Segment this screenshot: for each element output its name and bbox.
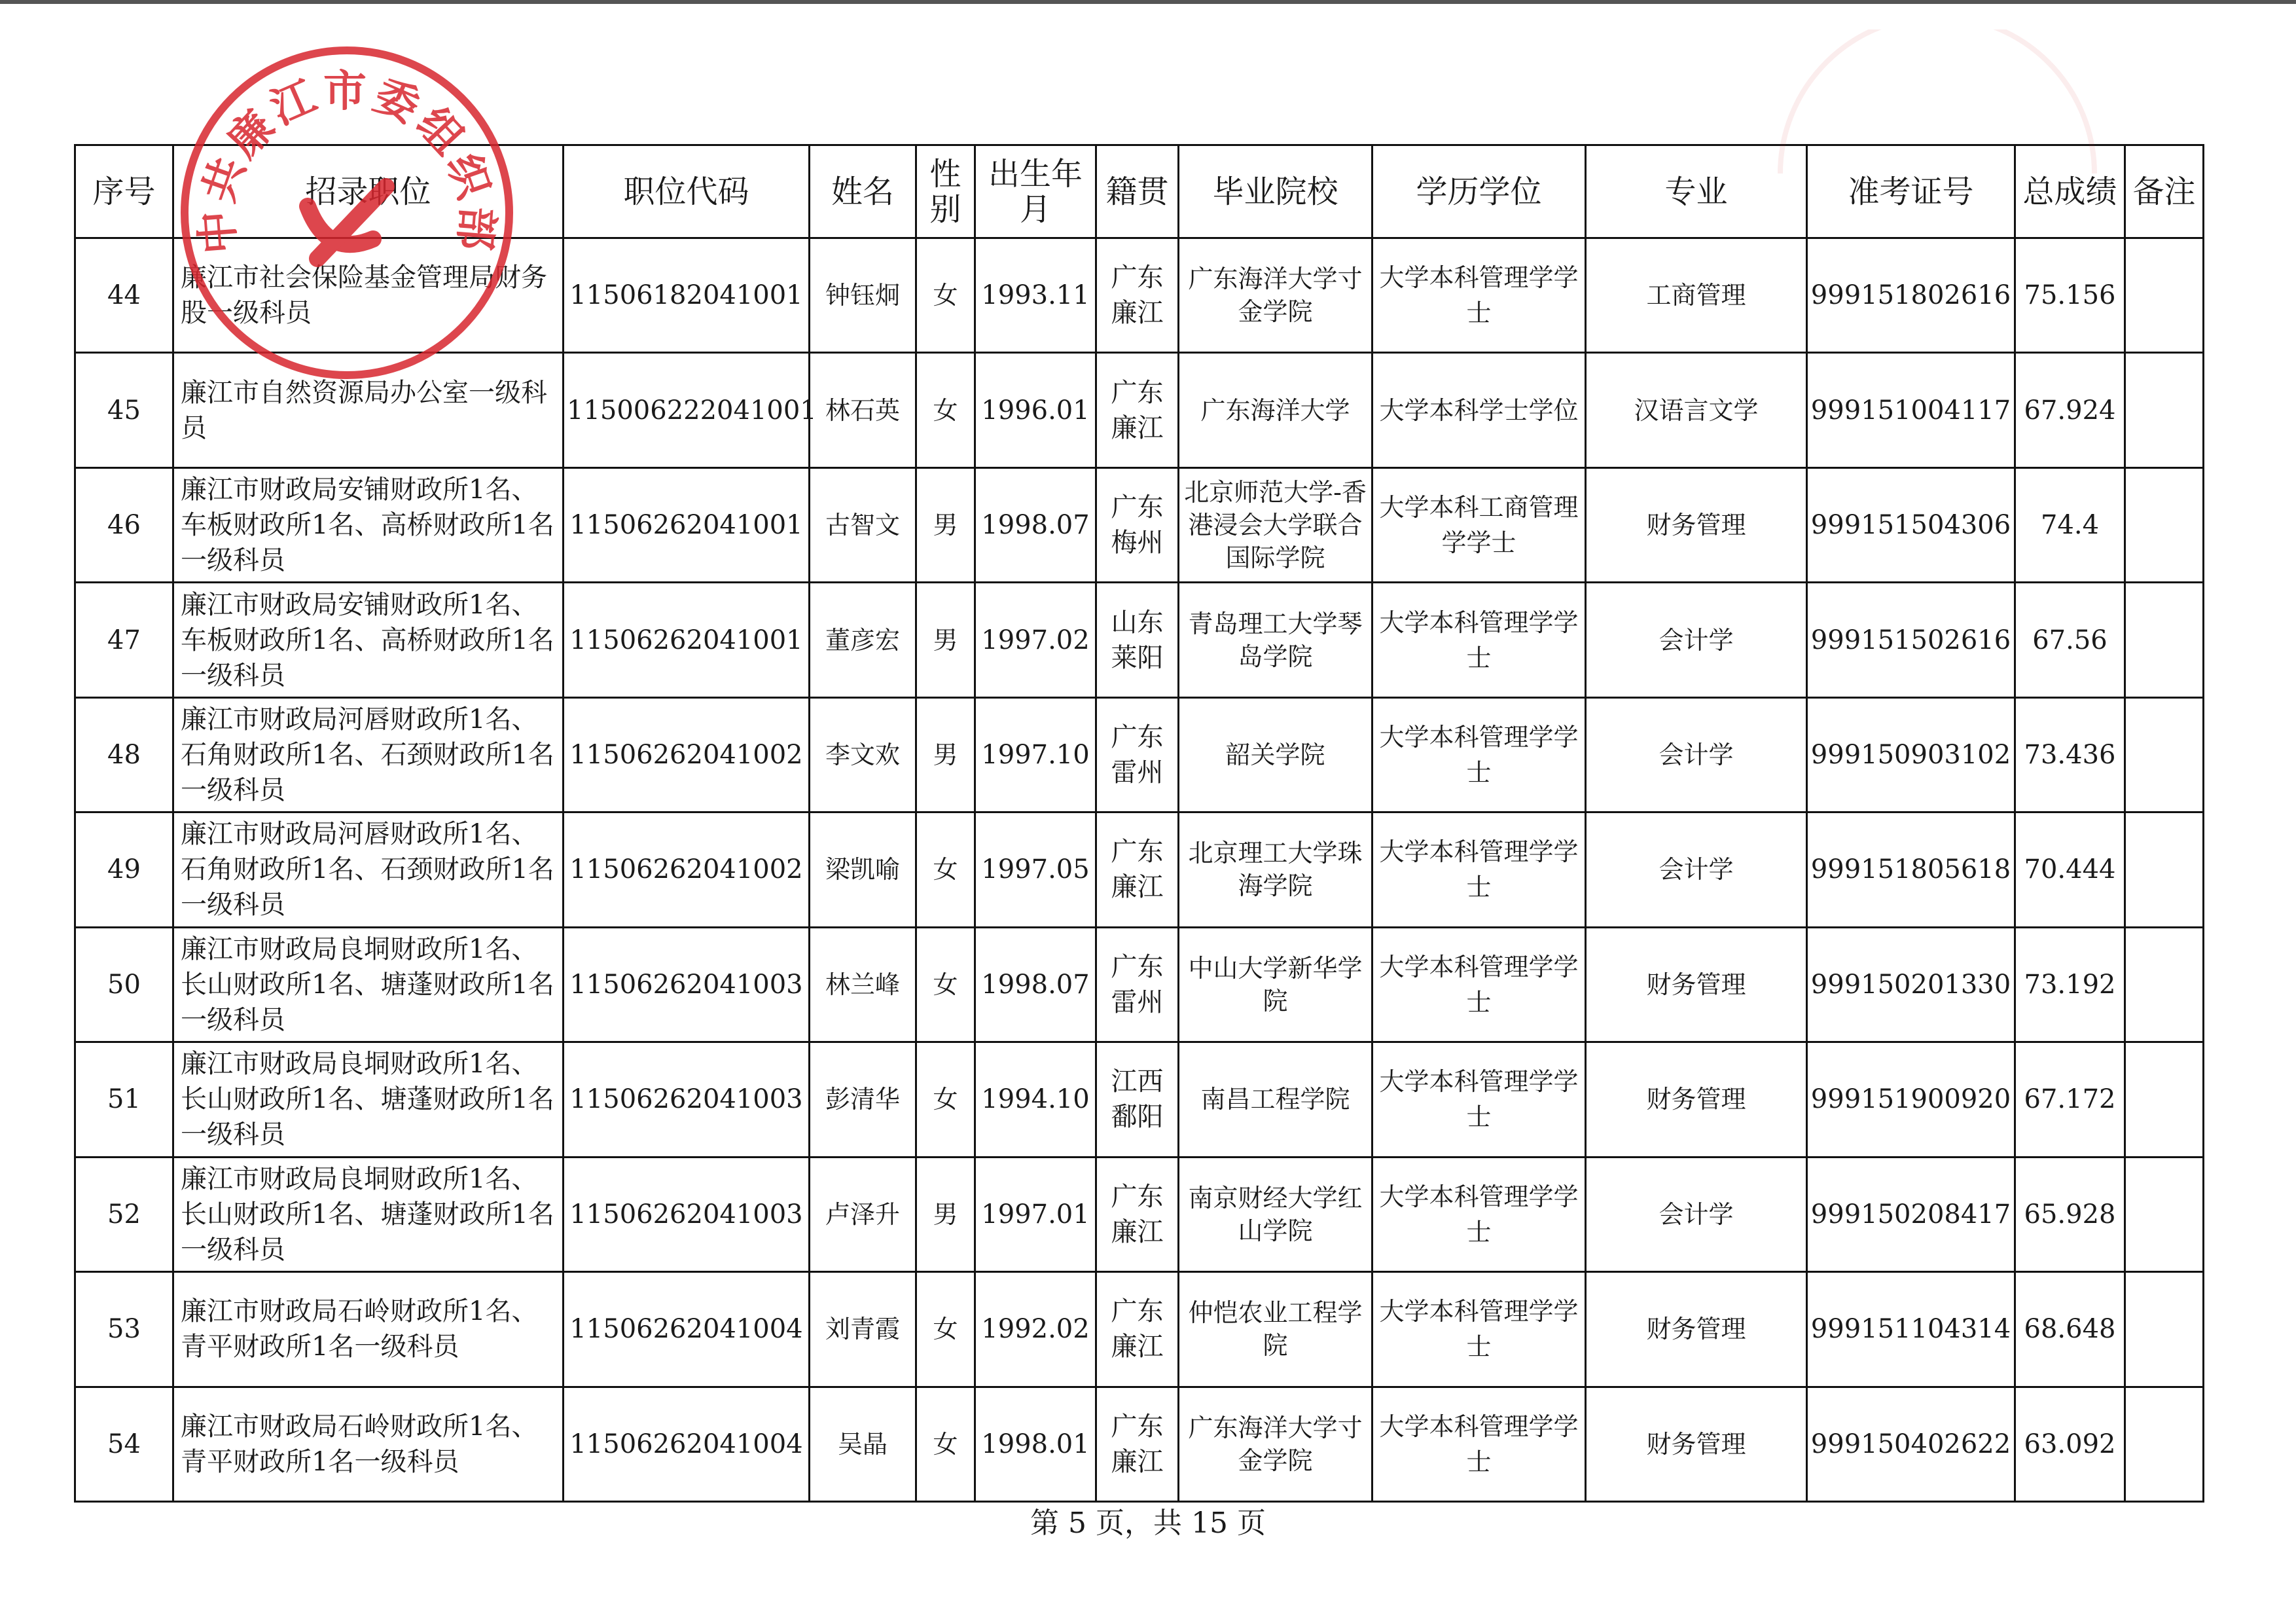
table-row bbox=[75, 238, 2204, 353]
major-cell: 财务管理 bbox=[1586, 1387, 1807, 1501]
candidate-name: 古智文 bbox=[810, 467, 916, 582]
position-code: 11506262041003 bbox=[564, 1157, 810, 1271]
position-code: 11506262041004 bbox=[564, 1272, 810, 1387]
table-row bbox=[75, 1157, 2204, 1271]
degree-cell: 大学本科工商管理学学士 bbox=[1372, 467, 1586, 582]
school-cell: 广东海洋大学寸金学院 bbox=[1179, 238, 1372, 353]
birth-cell: 1992.02 bbox=[975, 1272, 1096, 1387]
major-cell: 财务管理 bbox=[1586, 927, 1807, 1042]
table-row bbox=[75, 583, 2204, 697]
origin-cell: 广东雷州 bbox=[1096, 927, 1179, 1042]
gender-cell: 女 bbox=[916, 927, 975, 1042]
position-cell: 廉江市财政局良垌财政所1名、长山财政所1名、塘蓬财政所1名一级科员 bbox=[173, 1042, 564, 1157]
birth-cell: 1997.10 bbox=[975, 697, 1096, 812]
major-cell: 会计学 bbox=[1586, 697, 1807, 812]
position-code: 11506182041001 bbox=[564, 238, 810, 353]
origin-cell: 山东莱阳 bbox=[1096, 583, 1179, 697]
ticket-number: 999151004117 bbox=[1807, 353, 2015, 467]
birth-cell: 1997.05 bbox=[975, 812, 1096, 927]
position-cell: 廉江市财政局石岭财政所1名、青平财政所1名一级科员 bbox=[173, 1272, 564, 1387]
position-cell: 廉江市财政局河唇财政所1名、石角财政所1名、石颈财政所1名一级科员 bbox=[173, 812, 564, 927]
total-score: 67.924 bbox=[2015, 353, 2125, 467]
major-cell: 财务管理 bbox=[1586, 1272, 1807, 1387]
position-code: 11506262041001 bbox=[564, 467, 810, 582]
position-cell: 廉江市自然资源局办公室一级科员 bbox=[173, 353, 564, 467]
table-row bbox=[75, 467, 2204, 582]
gender-cell: 女 bbox=[916, 1042, 975, 1157]
candidate-name: 彭清华 bbox=[810, 1042, 916, 1157]
ticket-number: 999151805618 bbox=[1807, 812, 2015, 927]
position-code: 11506262041002 bbox=[564, 812, 810, 927]
header-cell: 总成绩 bbox=[2015, 145, 2125, 238]
total-score: 70.444 bbox=[2015, 812, 2125, 927]
degree-cell: 大学本科管理学学士 bbox=[1372, 1272, 1586, 1387]
degree-cell: 大学本科管理学学士 bbox=[1372, 1387, 1586, 1501]
row-number: 50 bbox=[75, 927, 173, 1042]
major-cell: 工商管理 bbox=[1586, 238, 1807, 353]
scan-top-edge bbox=[0, 0, 2296, 4]
origin-cell: 广东廉江 bbox=[1096, 353, 1179, 467]
candidate-name: 吴晶 bbox=[810, 1387, 916, 1501]
major-cell: 汉语言文学 bbox=[1586, 353, 1807, 467]
major-cell: 财务管理 bbox=[1586, 467, 1807, 582]
gender-cell: 男 bbox=[916, 697, 975, 812]
school-cell: 北京理工大学珠海学院 bbox=[1179, 812, 1372, 927]
total-score: 65.928 bbox=[2015, 1157, 2125, 1271]
origin-cell: 广东廉江 bbox=[1096, 1272, 1179, 1387]
row-number: 52 bbox=[75, 1157, 173, 1271]
row-number: 53 bbox=[75, 1272, 173, 1387]
header-cell: 姓名 bbox=[810, 145, 916, 238]
ticket-number: 999151802616 bbox=[1807, 238, 2015, 353]
total-score: 67.172 bbox=[2015, 1042, 2125, 1157]
header-cell: 招录职位 bbox=[173, 145, 564, 238]
candidate-name: 林兰峰 bbox=[810, 927, 916, 1042]
degree-cell: 大学本科管理学学士 bbox=[1372, 812, 1586, 927]
header-cell: 专业 bbox=[1586, 145, 1807, 238]
table-header-row bbox=[75, 145, 2204, 238]
remark-cell bbox=[2125, 812, 2204, 927]
candidate-name: 董彦宏 bbox=[810, 583, 916, 697]
major-cell: 会计学 bbox=[1586, 583, 1807, 697]
school-cell: 南昌工程学院 bbox=[1179, 1042, 1372, 1157]
total-score: 75.156 bbox=[2015, 238, 2125, 353]
ticket-number: 999150402622 bbox=[1807, 1387, 2015, 1501]
ticket-number: 999151104314 bbox=[1807, 1272, 2015, 1387]
gender-cell: 女 bbox=[916, 1387, 975, 1501]
birth-cell: 1997.01 bbox=[975, 1157, 1096, 1271]
total-score: 63.092 bbox=[2015, 1387, 2125, 1501]
gender-cell: 男 bbox=[916, 467, 975, 582]
remark-cell bbox=[2125, 697, 2204, 812]
gender-cell: 女 bbox=[916, 238, 975, 353]
origin-cell: 广东廉江 bbox=[1096, 238, 1179, 353]
school-cell: 韶关学院 bbox=[1179, 697, 1372, 812]
origin-cell: 广东廉江 bbox=[1096, 812, 1179, 927]
candidate-name: 钟钰炯 bbox=[810, 238, 916, 353]
table-row bbox=[75, 927, 2204, 1042]
row-number: 47 bbox=[75, 583, 173, 697]
remark-cell bbox=[2125, 1272, 2204, 1387]
ticket-number: 999150903102 bbox=[1807, 697, 2015, 812]
row-number: 48 bbox=[75, 697, 173, 812]
ticket-number: 999150208417 bbox=[1807, 1157, 2015, 1271]
header-cell: 职位代码 bbox=[564, 145, 810, 238]
row-number: 49 bbox=[75, 812, 173, 927]
table-row bbox=[75, 1272, 2204, 1387]
degree-cell: 大学本科管理学学士 bbox=[1372, 238, 1586, 353]
origin-cell: 广东廉江 bbox=[1096, 1387, 1179, 1501]
position-code: 115006222041001 bbox=[564, 353, 810, 467]
school-cell: 中山大学新华学院 bbox=[1179, 927, 1372, 1042]
birth-cell: 1997.02 bbox=[975, 583, 1096, 697]
remark-cell bbox=[2125, 467, 2204, 582]
birth-cell: 1996.01 bbox=[975, 353, 1096, 467]
gender-cell: 女 bbox=[916, 1272, 975, 1387]
birth-cell: 1998.07 bbox=[975, 467, 1096, 582]
school-cell: 广东海洋大学寸金学院 bbox=[1179, 1387, 1372, 1501]
header-cell: 性别 bbox=[916, 145, 975, 238]
position-code: 11506262041004 bbox=[564, 1387, 810, 1501]
major-cell: 会计学 bbox=[1586, 1157, 1807, 1271]
total-score: 73.436 bbox=[2015, 697, 2125, 812]
degree-cell: 大学本科管理学学士 bbox=[1372, 927, 1586, 1042]
table-body bbox=[75, 238, 2204, 1502]
ticket-number: 999150201330 bbox=[1807, 927, 2015, 1042]
position-cell: 廉江市财政局良垌财政所1名、长山财政所1名、塘蓬财政所1名一级科员 bbox=[173, 1157, 564, 1271]
major-cell: 财务管理 bbox=[1586, 1042, 1807, 1157]
birth-cell: 1994.10 bbox=[975, 1042, 1096, 1157]
origin-cell: 江西鄱阳 bbox=[1096, 1042, 1179, 1157]
header-cell: 学历学位 bbox=[1372, 145, 1586, 238]
degree-cell: 大学本科管理学学士 bbox=[1372, 697, 1586, 812]
candidate-name: 刘青霞 bbox=[810, 1272, 916, 1387]
header-cell: 籍贯 bbox=[1096, 145, 1179, 238]
total-score: 74.4 bbox=[2015, 467, 2125, 582]
remark-cell bbox=[2125, 1042, 2204, 1157]
position-cell: 廉江市社会保险基金管理局财务股一级科员 bbox=[173, 238, 564, 353]
row-number: 45 bbox=[75, 353, 173, 467]
table-row bbox=[75, 697, 2204, 812]
table-row bbox=[75, 812, 2204, 927]
gender-cell: 女 bbox=[916, 353, 975, 467]
row-number: 46 bbox=[75, 467, 173, 582]
position-code: 11506262041003 bbox=[564, 927, 810, 1042]
gender-cell: 男 bbox=[916, 1157, 975, 1271]
position-cell: 廉江市财政局安铺财政所1名、车板财政所1名、高桥财政所1名一级科员 bbox=[173, 583, 564, 697]
remark-cell bbox=[2125, 1387, 2204, 1501]
row-number: 51 bbox=[75, 1042, 173, 1157]
table-row bbox=[75, 1042, 2204, 1157]
ticket-number: 999151502616 bbox=[1807, 583, 2015, 697]
school-cell: 青岛理工大学琴岛学院 bbox=[1179, 583, 1372, 697]
gender-cell: 男 bbox=[916, 583, 975, 697]
row-number: 54 bbox=[75, 1387, 173, 1501]
birth-cell: 1998.01 bbox=[975, 1387, 1096, 1501]
row-number: 44 bbox=[75, 238, 173, 353]
results-table bbox=[74, 144, 2204, 1503]
birth-cell: 1993.11 bbox=[975, 238, 1096, 353]
degree-cell: 大学本科管理学学士 bbox=[1372, 1042, 1586, 1157]
candidate-name: 卢泽升 bbox=[810, 1157, 916, 1271]
table-row bbox=[75, 353, 2204, 467]
candidate-name: 梁凯喻 bbox=[810, 812, 916, 927]
position-cell: 廉江市财政局河唇财政所1名、石角财政所1名、石颈财政所1名一级科员 bbox=[173, 697, 564, 812]
school-cell: 广东海洋大学 bbox=[1179, 353, 1372, 467]
gender-cell: 女 bbox=[916, 812, 975, 927]
ticket-number: 999151504306 bbox=[1807, 467, 2015, 582]
school-cell: 仲恺农业工程学院 bbox=[1179, 1272, 1372, 1387]
remark-cell bbox=[2125, 353, 2204, 467]
origin-cell: 广东雷州 bbox=[1096, 697, 1179, 812]
origin-cell: 广东廉江 bbox=[1096, 1157, 1179, 1271]
position-cell: 廉江市财政局良垌财政所1名、长山财政所1名、塘蓬财政所1名一级科员 bbox=[173, 927, 564, 1042]
candidate-name: 林石英 bbox=[810, 353, 916, 467]
header-cell: 准考证号 bbox=[1807, 145, 2015, 238]
header-cell: 毕业院校 bbox=[1179, 145, 1372, 238]
position-cell: 廉江市财政局石岭财政所1名、青平财政所1名一级科员 bbox=[173, 1387, 564, 1501]
candidate-name: 李文欢 bbox=[810, 697, 916, 812]
ticket-number: 999151900920 bbox=[1807, 1042, 2015, 1157]
total-score: 68.648 bbox=[2015, 1272, 2125, 1387]
position-cell: 廉江市财政局安铺财政所1名、车板财政所1名、高桥财政所1名一级科员 bbox=[173, 467, 564, 582]
degree-cell: 大学本科管理学学士 bbox=[1372, 583, 1586, 697]
degree-cell: 大学本科学士学位 bbox=[1372, 353, 1586, 467]
total-score: 67.56 bbox=[2015, 583, 2125, 697]
header-cell: 出生年月 bbox=[975, 145, 1096, 238]
position-code: 11506262041003 bbox=[564, 1042, 810, 1157]
remark-cell bbox=[2125, 238, 2204, 353]
position-code: 11506262041001 bbox=[564, 583, 810, 697]
origin-cell: 广东梅州 bbox=[1096, 467, 1179, 582]
total-score: 73.192 bbox=[2015, 927, 2125, 1042]
header-cell: 备注 bbox=[2125, 145, 2204, 238]
major-cell: 会计学 bbox=[1586, 812, 1807, 927]
page-footer: 第 5 页，共 15 页 bbox=[1030, 1506, 1266, 1540]
remark-cell bbox=[2125, 1157, 2204, 1271]
school-cell: 北京师范大学-香港浸会大学联合国际学院 bbox=[1179, 467, 1372, 582]
school-cell: 南京财经大学红山学院 bbox=[1179, 1157, 1372, 1271]
degree-cell: 大学本科管理学学士 bbox=[1372, 1157, 1586, 1271]
birth-cell: 1998.07 bbox=[975, 927, 1096, 1042]
table-row bbox=[75, 1387, 2204, 1501]
seal-text: 中共廉江市委组织部 bbox=[190, 65, 503, 256]
remark-cell bbox=[2125, 927, 2204, 1042]
remark-cell bbox=[2125, 583, 2204, 697]
header-cell: 序号 bbox=[75, 145, 173, 238]
position-code: 11506262041002 bbox=[564, 697, 810, 812]
